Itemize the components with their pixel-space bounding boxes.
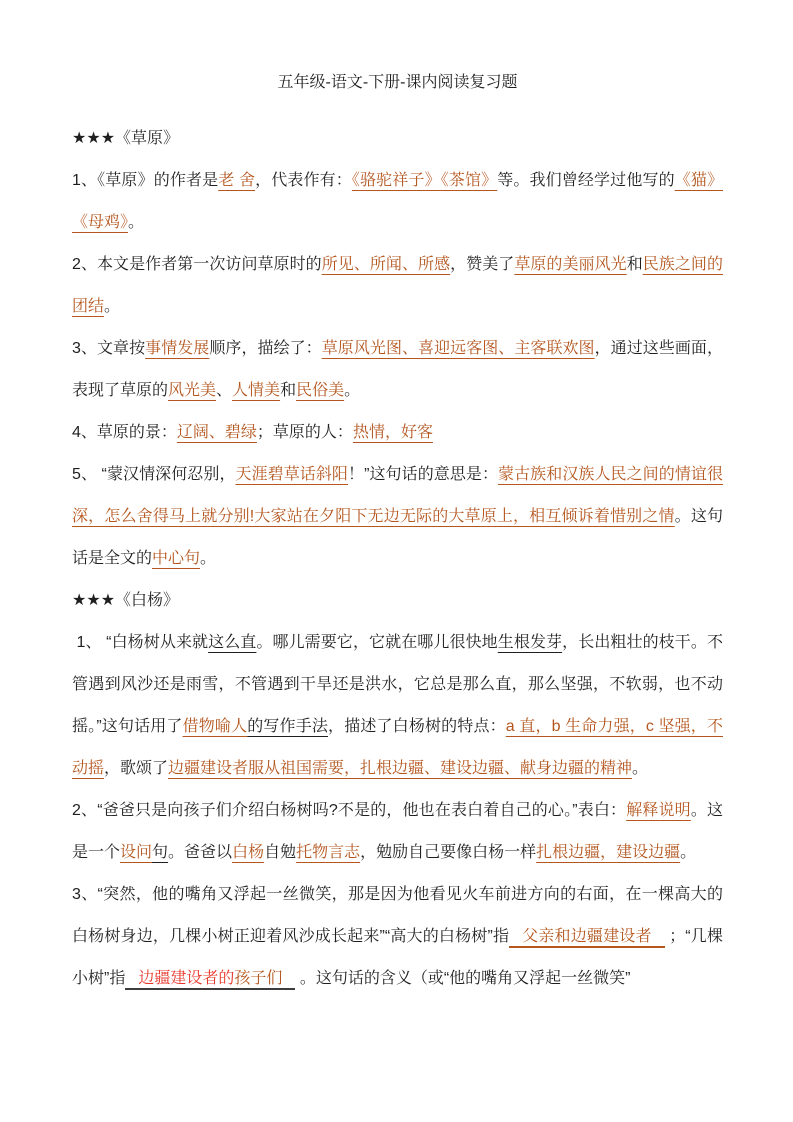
paragraph [72, 412, 723, 454]
text-run: 。 [344, 382, 361, 399]
answer-text: 边疆建设者的 [138, 970, 235, 987]
answer-text: 人情美 [232, 382, 281, 399]
answer-text: 蒙古族和汉族人民之间的情谊很深，怎么舍得马上就分别!大家站在夕阳下无边无际的大草原上，相互倾诉着惜别之情 [72, 466, 723, 525]
text-run: 。这是一个 [72, 802, 723, 861]
text-run: 。 [200, 550, 217, 567]
answer-text: 民俗美 [296, 382, 345, 399]
answer-text: 边疆建设者服从祖国需要，扎根边疆、建设边疆、献身边疆的精神 [168, 760, 633, 777]
text-run: ，长出粗壮的枝干。不管遇到风沙还是雨雪，不管遇到干旱还是洪水，它总是那么直，那么坚强，不软弱，也不动摇。”这句话用了 [72, 634, 723, 735]
text-run: ，代表作有： [255, 172, 352, 189]
text-run: ，歌颂了 [104, 760, 169, 777]
answer-text: 民族之间的团结 [72, 256, 723, 315]
answer-text: 事情发展 [145, 340, 210, 357]
text-run: 等。我们曾经学过他写的 [497, 172, 675, 189]
text-run: 5、 “蒙汉情深何忍别， [72, 466, 236, 483]
text-run: 顺序，描绘了： [209, 340, 322, 357]
answer-text: 草原的美丽风光 [514, 256, 627, 273]
text-run: 。这句话的含义（或“他的嘴角又浮起一丝微笑” [295, 970, 631, 987]
answer-text: 《骆驼祥子》《茶馆》 [351, 172, 498, 189]
text-run: 、 [216, 382, 233, 399]
paragraph [72, 454, 723, 580]
text-run: 。哪儿需要它，它就在哪儿很快地 [256, 634, 498, 651]
answer-text: 中心句 [152, 550, 201, 567]
text-run: 3、文章按 [72, 340, 146, 357]
text-run: 。这句话是全文的 [72, 508, 723, 567]
answer-text: 草原风光图、喜迎远客图、主客联欢图 [321, 340, 595, 357]
answer-text: 所见、所闻、所感 [321, 256, 451, 273]
text-run: 1、 “白杨树从来就 [72, 634, 209, 651]
answer-text: 这么直 [208, 634, 257, 651]
document-title: 五年级-语文-下册-课内阅读复习题 [277, 74, 518, 91]
text-run: 。 [680, 844, 697, 861]
text-run: 。 [104, 298, 121, 315]
text-run: 1、《草原》的作者是 [72, 172, 219, 189]
answer-text: 父亲和边疆建设者 [522, 928, 652, 945]
answer-blank [509, 928, 664, 948]
paragraph [72, 790, 723, 874]
paragraph [72, 622, 723, 790]
text-run: ，通过这些画面，表现了草原的 [72, 340, 723, 399]
text-run: ，描述了白杨树的特点： [328, 718, 506, 735]
text-run: ，勉励自己要像白杨一样 [360, 844, 537, 861]
text-run: 2、“爸爸只是向孩子们介绍白杨树吗?不是的，他也在表白着自己的心。”表白： [72, 802, 627, 819]
paragraph [72, 874, 723, 1000]
text-run: 2、本文是作者第一次访问草原时的 [72, 256, 322, 273]
answer-text: 白杨 [232, 844, 265, 861]
text-run: ；草原的人： [256, 424, 353, 441]
text-run: 4、草原的景： [72, 424, 177, 441]
section-heading: ★★★《白杨》 [72, 592, 180, 609]
answer-text: 借物喻人 [182, 718, 248, 735]
answer-text: 孩子们 [234, 970, 283, 987]
text-run: 自勉 [264, 844, 297, 861]
answer-text: 的写作手法 [247, 718, 329, 735]
answer-text: 托物言志 [296, 844, 361, 861]
text-run: 3、“突然，他的嘴角又浮起一丝微笑，那是因为他看见火车前进方向的右面，在一棵高大的白杨树身边，几棵小树正迎着风沙成长起来”“高大的白杨树”指 [72, 886, 723, 945]
answer-text: 句 [152, 844, 169, 861]
text-run: 和 [626, 256, 643, 273]
paragraph [72, 160, 723, 244]
answer-text: 《猫》《母鸡》 [72, 172, 723, 231]
answer-text: 解释说明 [626, 802, 691, 819]
text-run: ！”这句话的意思是： [348, 466, 499, 483]
paragraph [72, 244, 723, 328]
answer-text: 辽阔、碧绿 [176, 424, 257, 441]
answer-text: 老 舍 [218, 172, 256, 189]
text-run: 。 [128, 214, 145, 231]
answer-text: 设问 [120, 844, 153, 861]
answer-text: 扎根边疆，建设边疆 [536, 844, 681, 861]
text-run: 和 [280, 382, 297, 399]
document-body [72, 118, 723, 1000]
answer-text: a 直，b 生命力强，c 坚强，不动摇 [72, 718, 723, 777]
section-heading: ★★★《草原》 [72, 130, 180, 147]
answer-text: 天涯碧草话斜阳 [235, 466, 349, 483]
answer-text: 生根发芽 [497, 634, 563, 651]
answer-text: 热情，好客 [352, 424, 433, 441]
text-run: 。爸爸以 [168, 844, 233, 861]
text-run: ，赞美了 [450, 256, 515, 273]
answer-text: 风光美 [168, 382, 217, 399]
text-run: ；“几棵小树”指 [72, 928, 723, 987]
answer-blank [125, 970, 295, 990]
text-run: 。 [632, 760, 649, 777]
paragraph [72, 328, 723, 412]
